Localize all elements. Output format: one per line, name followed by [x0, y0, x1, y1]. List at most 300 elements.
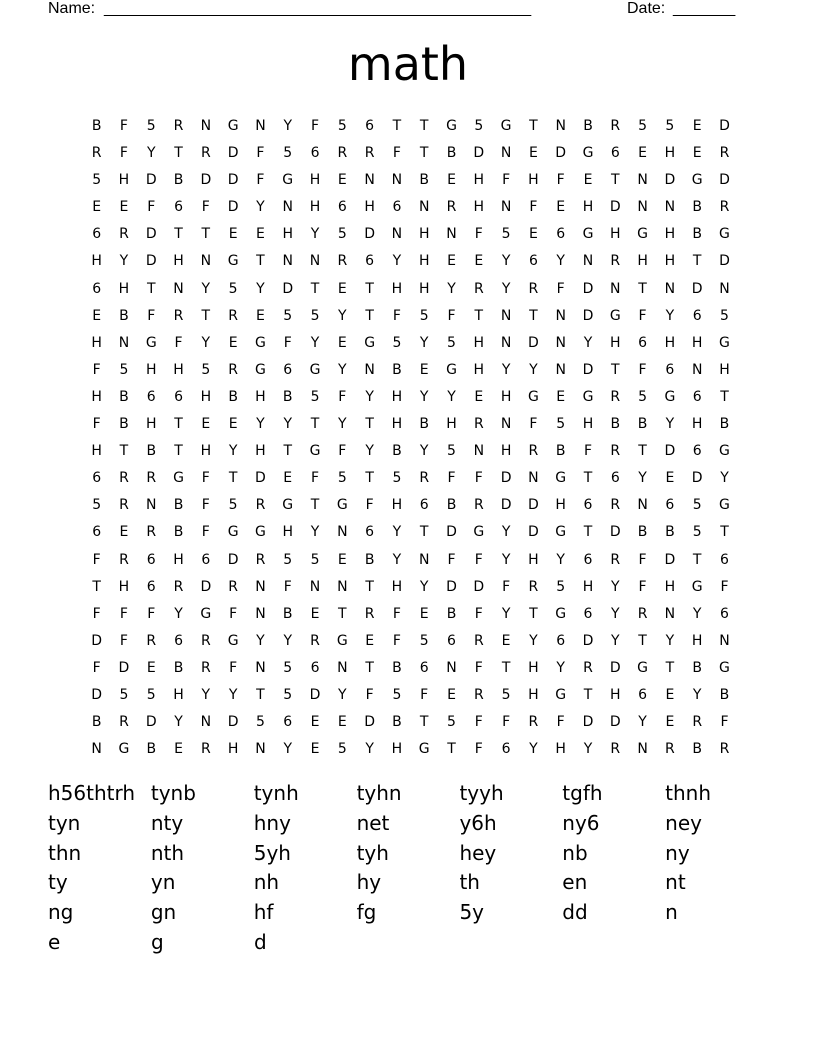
grid-cell: H	[719, 361, 730, 378]
grid-cell: F	[502, 578, 511, 595]
grid-cell: E	[501, 632, 511, 649]
grid-cell: G	[582, 145, 594, 162]
grid-cell: H	[145, 361, 157, 378]
grid-cell: N	[719, 632, 730, 649]
grid-cell: Y	[611, 578, 620, 595]
grid-cell: R	[583, 659, 593, 676]
grid-cell: N	[173, 280, 184, 297]
grid-cell: 5	[447, 334, 456, 351]
grid-cell: E	[365, 632, 375, 649]
grid-cell: 5	[337, 470, 347, 487]
grid-cell: H	[118, 172, 130, 189]
grid-cell: H	[91, 334, 102, 351]
grid-cell: T	[283, 443, 292, 460]
grid-cell: 6	[528, 253, 538, 270]
grid-cell: 5	[146, 118, 156, 134]
grid-cell: D	[609, 199, 621, 216]
grid-cell: Y	[529, 361, 538, 378]
grid-cell: H	[473, 199, 485, 216]
grid-cell: B	[119, 307, 129, 324]
grid-cell: T	[228, 470, 238, 487]
grid-cell: 6	[419, 659, 429, 676]
grid-cell: N	[582, 253, 594, 270]
grid-row	[83, 248, 738, 275]
grid-cell: B	[555, 443, 566, 460]
grid-cell: Y	[583, 741, 593, 758]
grid-cell: G	[555, 470, 567, 487]
grid-cell: G	[637, 226, 649, 243]
grid-cell: T	[338, 605, 347, 622]
grid-cell: H	[173, 686, 184, 703]
grid-cell: B	[91, 714, 102, 731]
grid-cell: R	[528, 714, 539, 731]
grid-cell: 6	[310, 659, 320, 676]
grid-cell: Y	[201, 686, 211, 703]
grid-cell: G	[364, 334, 376, 351]
grid-cell: N	[555, 334, 566, 351]
grid-row	[83, 113, 738, 140]
grid-cell: H	[582, 578, 594, 595]
grid-cell: H	[691, 416, 703, 433]
grid-cell: Y	[583, 334, 593, 351]
grid-cell: 6	[310, 145, 320, 162]
grid-cell: B	[446, 605, 457, 622]
grid-cell: Y	[365, 741, 374, 758]
grid-cell: Y	[283, 632, 292, 649]
grid-cell: H	[528, 686, 539, 703]
grid-cell: H	[637, 253, 648, 270]
grid-cell: N	[446, 226, 457, 243]
grid-cell: T	[692, 253, 702, 270]
grid-cell: N	[500, 334, 512, 351]
grid-cell: 6	[692, 443, 702, 460]
grid-cell: D	[719, 253, 730, 270]
grid-cell: T	[583, 470, 593, 487]
grid-cell: Y	[447, 280, 456, 297]
grid-cell: B	[719, 416, 730, 433]
grid-cell: 6	[419, 497, 429, 514]
grid-cell: H	[555, 741, 566, 758]
grid-cell: E	[692, 118, 702, 134]
grid-cell: D	[118, 659, 130, 676]
grid-cell: T	[638, 632, 647, 649]
grid-cell: E	[474, 388, 484, 405]
grid-cell: E	[447, 686, 456, 703]
grid-cell: F	[556, 172, 565, 189]
grid-cell: E	[119, 199, 129, 216]
grid-cell: Y	[665, 307, 675, 324]
grid-cell: T	[146, 280, 156, 297]
grid-cell: R	[446, 199, 457, 216]
grid-cell: Y	[638, 470, 647, 487]
grid-cell: H	[418, 226, 430, 243]
grid-cell: F	[638, 361, 647, 378]
grid-cell: D	[664, 551, 676, 568]
grid-cell: D	[719, 118, 730, 134]
grid-cell: B	[173, 524, 184, 541]
grid-cell: H	[555, 497, 566, 514]
grid-cell: N	[255, 118, 266, 134]
grid-cell: G	[309, 361, 321, 378]
grid-cell: R	[200, 741, 211, 758]
grid-cell: H	[391, 388, 403, 405]
grid-cell: E	[638, 145, 648, 162]
grid-cell: G	[719, 334, 730, 351]
grid-row	[83, 411, 738, 438]
grid-cell: T	[119, 443, 129, 460]
grid-cell: H	[582, 199, 594, 216]
grid-cell: G	[691, 172, 703, 189]
grid-row	[83, 221, 738, 248]
grid-cell: 5	[474, 118, 484, 134]
grid-cell: R	[610, 741, 621, 758]
grid-cell: T	[447, 741, 456, 758]
grid-cell: 6	[583, 551, 593, 568]
grid-cell: E	[337, 172, 347, 189]
grid-cell: 5	[556, 416, 566, 433]
grid-cell: B	[119, 416, 129, 433]
grid-cell: N	[364, 361, 375, 378]
grid-cell: T	[419, 145, 429, 162]
word-list-item: hy	[356, 870, 382, 895]
grid-cell: T	[365, 307, 374, 324]
grid-cell: E	[310, 714, 320, 731]
grid-cell: B	[146, 741, 157, 758]
word-list-item: en	[562, 870, 588, 895]
grid-cell: 6	[174, 388, 183, 405]
grid-cell: 5	[201, 361, 211, 378]
grid-cell: 5	[283, 307, 293, 324]
word-list-item: nth	[150, 840, 185, 865]
grid-cell: E	[528, 226, 538, 243]
grid-cell: N	[282, 199, 293, 216]
grid-cell: Y	[501, 551, 511, 568]
grid-cell: Y	[228, 686, 238, 703]
grid-cell: T	[611, 361, 620, 378]
grid-row	[83, 357, 738, 384]
grid-cell: R	[364, 605, 375, 622]
grid-cell: 5	[310, 551, 320, 568]
grid-cell: R	[337, 145, 348, 162]
word-list-item: th	[459, 870, 480, 895]
grid-cell: N	[91, 741, 102, 758]
grid-cell: B	[610, 416, 621, 433]
grid-cell: F	[474, 551, 483, 568]
grid-cell: E	[665, 470, 675, 487]
grid-cell: G	[255, 334, 266, 351]
grid-cell: B	[692, 199, 702, 216]
grid-cell: G	[555, 605, 567, 622]
grid-cell: R	[637, 605, 648, 622]
grid-cell: Y	[392, 524, 402, 541]
grid-cell: H	[145, 416, 157, 433]
grid-cell: 6	[583, 497, 593, 514]
grid-cell: D	[582, 307, 594, 324]
grid-cell: Y	[256, 632, 265, 649]
grid-cell: 6	[556, 632, 566, 649]
grid-cell: E	[419, 605, 429, 622]
grid-cell: F	[310, 118, 320, 134]
grid-cell: R	[610, 388, 621, 405]
grid-cell: E	[256, 307, 265, 324]
grid-cell: R	[119, 714, 129, 731]
grid-cell: H	[255, 388, 266, 405]
grid-cell: D	[145, 253, 157, 270]
grid-cell: 5	[283, 145, 293, 162]
word-list-item: g	[151, 929, 164, 954]
grid-cell: 6	[665, 497, 675, 514]
grid-cell: R	[665, 741, 675, 758]
grid-row	[83, 655, 738, 682]
grid-cell: N	[418, 551, 430, 568]
grid-cell: D	[582, 632, 594, 649]
grid-cell: B	[446, 497, 457, 514]
grid-cell: 5	[419, 307, 429, 324]
grid-cell: T	[310, 416, 320, 433]
grid-cell: D	[555, 145, 567, 162]
grid-cell: 5	[419, 632, 429, 649]
grid-cell: R	[473, 416, 484, 433]
grid-cell: D	[664, 443, 676, 460]
grid-cell: G	[227, 253, 239, 270]
word-list-item: fg	[356, 900, 377, 925]
grid-cell: N	[200, 253, 212, 270]
word-list-item: yn	[150, 870, 176, 895]
grid-cell: E	[692, 145, 702, 162]
grid-cell: F	[92, 659, 101, 676]
grid-cell: T	[638, 280, 647, 297]
grid-cell: 5	[501, 226, 511, 243]
grid-cell: G	[145, 334, 157, 351]
grid-cell: H	[691, 334, 703, 351]
grid-cell: F	[92, 361, 101, 378]
grid-cell: 6	[92, 524, 102, 541]
grid-cell: F	[392, 145, 401, 162]
grid-cell: T	[529, 118, 538, 134]
grid-cell: H	[664, 226, 676, 243]
grid-row	[83, 519, 738, 546]
grid-cell: H	[364, 199, 375, 216]
word-list-row	[48, 868, 768, 898]
grid-cell: R	[610, 551, 621, 568]
word-list-item: ty	[48, 870, 68, 895]
grid-cell: N	[555, 307, 566, 324]
grid-cell: D	[664, 172, 676, 189]
word-list-row	[48, 779, 768, 809]
word-list-item: nty	[150, 810, 184, 835]
grid-cell: H	[391, 741, 403, 758]
grid-cell: H	[391, 578, 403, 595]
grid-cell: 6	[92, 470, 102, 487]
grid-cell: 6	[201, 551, 211, 568]
grid-cell: N	[473, 443, 485, 460]
grid-cell: 5	[283, 659, 293, 676]
grid-cell: 6	[146, 551, 156, 568]
grid-row	[83, 574, 738, 601]
grid-cell: 5	[337, 741, 347, 758]
grid-cell: E	[310, 741, 320, 758]
grid-cell: R	[419, 470, 430, 487]
grid-cell: G	[527, 388, 539, 405]
grid-cell: D	[200, 172, 212, 189]
grid-cell: H	[664, 334, 676, 351]
grid-cell: R	[91, 145, 102, 162]
grid-cell: G	[227, 524, 239, 541]
grid-cell: H	[200, 443, 212, 460]
grid-cell: Y	[665, 416, 675, 433]
grid-cell: D	[145, 226, 157, 243]
grid-cell: 6	[365, 118, 375, 134]
grid-cell: 6	[720, 605, 729, 622]
grid-cell: Y	[228, 443, 238, 460]
grid-cell: N	[500, 199, 512, 216]
grid-cell: Y	[365, 388, 374, 405]
grid-cell: G	[227, 118, 239, 134]
grid-cell: E	[228, 416, 238, 433]
grid-cell: N	[309, 253, 321, 270]
grid-cell: G	[719, 226, 730, 243]
grid-cell: B	[419, 172, 430, 189]
grid-cell: N	[255, 605, 266, 622]
grid-cell: Y	[638, 714, 647, 731]
grid-cell: 5	[501, 686, 511, 703]
grid-cell: H	[118, 578, 130, 595]
grid-cell: Y	[338, 416, 347, 433]
grid-cell: R	[719, 741, 730, 758]
grid-cell: F	[556, 280, 565, 297]
grid-cell: D	[609, 714, 621, 731]
grid-cell: N	[500, 416, 512, 433]
grid-cell: D	[473, 578, 485, 595]
grid-cell: D	[91, 686, 103, 703]
grid-cell: H	[391, 497, 403, 514]
word-list-row	[48, 809, 768, 839]
grid-cell: D	[227, 551, 239, 568]
grid-row	[83, 601, 738, 628]
grid-row	[83, 140, 738, 167]
grid-row	[83, 167, 738, 194]
word-list-item: ny6	[562, 810, 600, 835]
grid-cell: F	[119, 605, 128, 622]
grid-cell: R	[473, 686, 484, 703]
grid-cell: 5	[228, 497, 238, 514]
grid-cell: 6	[365, 253, 375, 270]
word-list-item: y6h	[459, 810, 497, 835]
grid-cell: D	[473, 145, 485, 162]
grid-cell: D	[309, 686, 321, 703]
grid-cell: N	[719, 280, 730, 297]
grid-cell: 6	[92, 280, 102, 297]
word-list-item: hf	[253, 900, 274, 925]
grid-cell: F	[447, 551, 456, 568]
grid-cell: E	[337, 714, 347, 731]
grid-cell: Y	[529, 632, 538, 649]
grid-cell: H	[91, 443, 102, 460]
grid-cell: T	[529, 605, 538, 622]
grid-cell: D	[446, 578, 457, 595]
grid-cell: N	[528, 470, 539, 487]
grid-cell: N	[200, 118, 212, 134]
grid-cell: T	[365, 578, 374, 595]
grid-cell: D	[364, 714, 375, 731]
grid-cell: R	[255, 551, 266, 568]
grid-cell: 5	[638, 388, 648, 405]
grid-cell: Y	[419, 334, 429, 351]
word-list-item: thnh	[665, 781, 712, 805]
grid-cell: D	[719, 172, 730, 189]
grid-cell: 5	[255, 714, 265, 731]
grid-cell: Y	[392, 551, 402, 568]
page-title: math	[347, 37, 469, 91]
grid-cell: T	[174, 443, 183, 460]
grid-cell: R	[473, 497, 484, 514]
grid-cell: 5	[638, 118, 648, 134]
grid-cell: N	[555, 361, 566, 378]
grid-cell: D	[528, 334, 539, 351]
grid-cell: Y	[283, 741, 292, 758]
grid-cell: F	[392, 605, 401, 622]
grid-cell: E	[92, 307, 102, 324]
grid-cell: E	[337, 551, 347, 568]
grid-cell: N	[391, 226, 403, 243]
grid-cell: D	[200, 578, 212, 595]
grid-cell: Y	[611, 605, 620, 622]
grid-cell: E	[419, 361, 429, 378]
grid-cell: D	[609, 524, 621, 541]
grid-cell: Y	[338, 686, 347, 703]
grid-cell: H	[691, 632, 703, 649]
grid-cell: E	[583, 172, 593, 189]
grid-cell: R	[173, 578, 184, 595]
grid-cell: F	[447, 470, 456, 487]
grid-cell: Y	[692, 686, 702, 703]
word-list-item: e	[48, 929, 61, 954]
word-list-item: net	[356, 810, 390, 835]
grid-cell: N	[391, 172, 403, 189]
grid-cell: N	[337, 578, 348, 595]
grid-row	[83, 492, 738, 519]
word-list-item: thn	[48, 840, 82, 865]
grid-cell: H	[418, 253, 430, 270]
grid-cell: B	[719, 686, 730, 703]
grid-cell: R	[719, 145, 730, 162]
grid-cell: D	[145, 172, 157, 189]
grid-cell: 6	[283, 714, 293, 731]
grid-cell: F	[147, 307, 156, 324]
grid-cell: R	[719, 199, 730, 216]
grid-cell: Y	[119, 253, 129, 270]
grid-cell: F	[638, 578, 647, 595]
grid-cell: N	[637, 172, 648, 189]
grid-cell: D	[364, 226, 375, 243]
grid-cell: G	[309, 443, 321, 460]
grid-cell: R	[146, 470, 157, 487]
grid-cell: T	[174, 226, 183, 243]
grid-cell: 6	[283, 361, 293, 378]
grid-cell: B	[692, 659, 702, 676]
grid-cell: B	[392, 714, 402, 731]
grid-cell: H	[227, 741, 239, 758]
letter-grid	[83, 113, 738, 763]
grid-cell: F	[338, 443, 347, 460]
grid-cell: F	[392, 632, 401, 649]
grid-row	[83, 330, 738, 357]
grid-cell: G	[637, 659, 649, 676]
grid-cell: 6	[174, 199, 183, 216]
grid-cell: N	[691, 361, 703, 378]
grid-cell: 5	[447, 714, 456, 731]
word-list-item: hey	[459, 840, 497, 865]
